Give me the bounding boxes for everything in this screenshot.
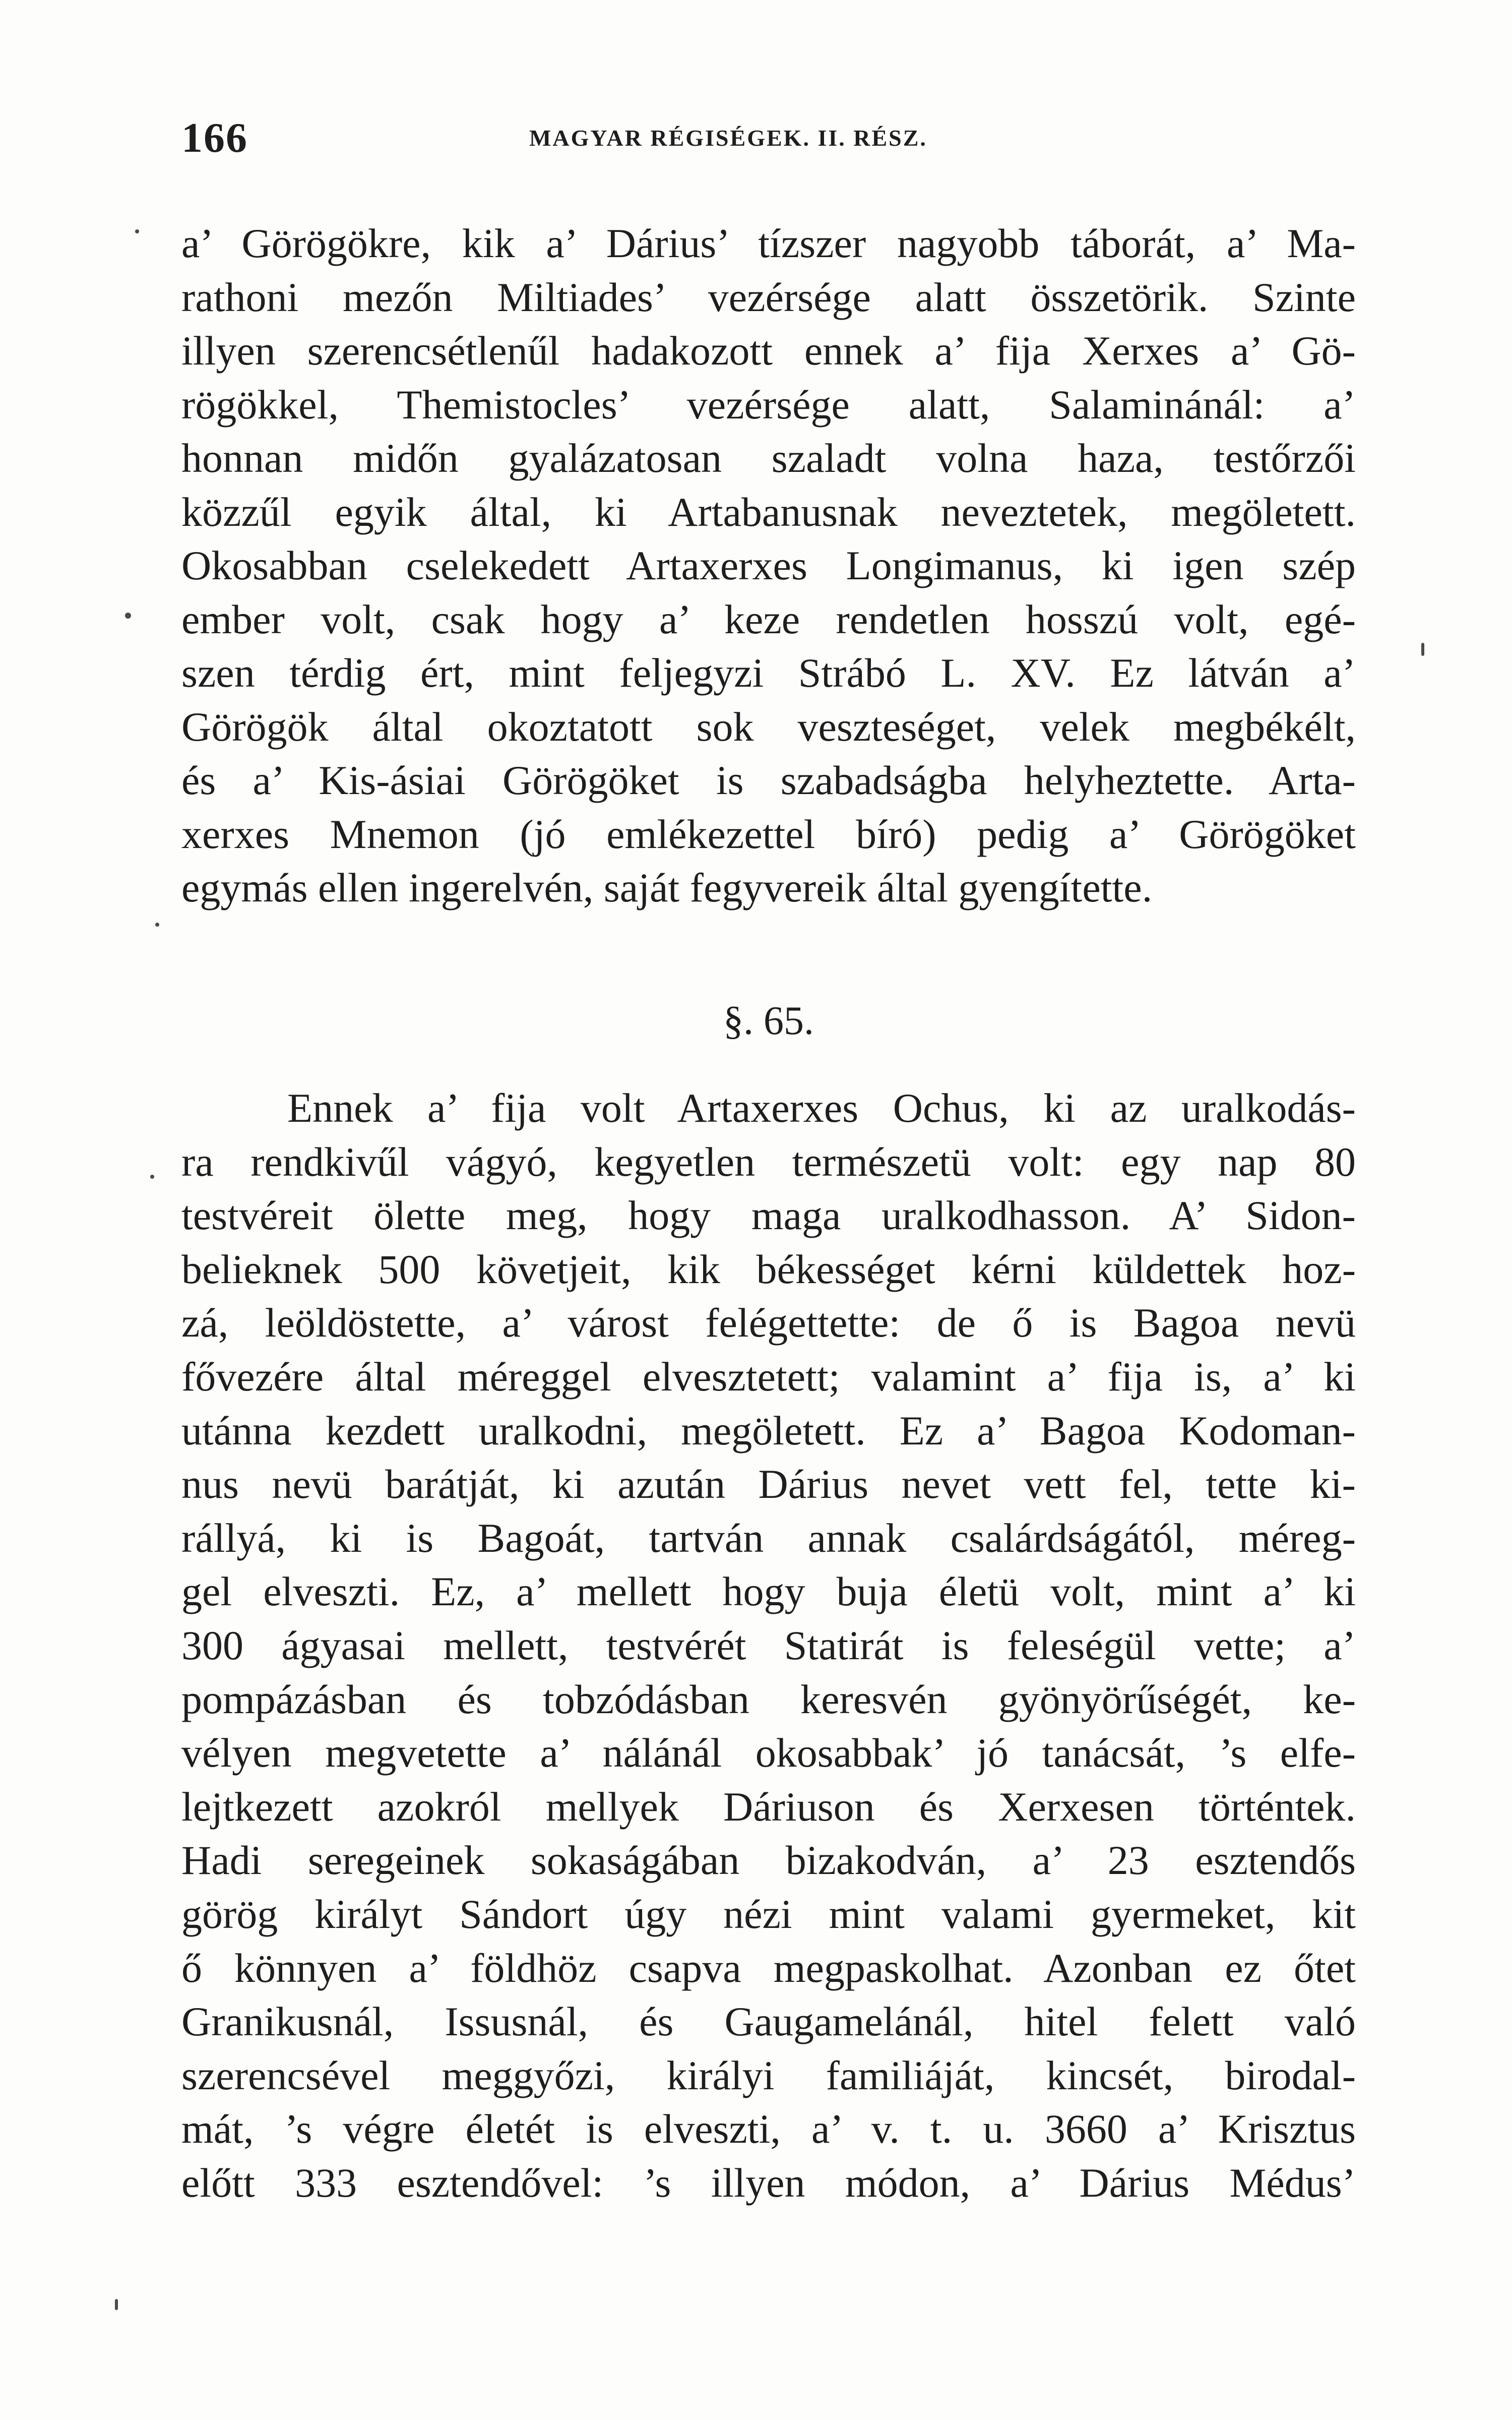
text-line: utánna kezdett uralkodni, megöletett. Ez a’ Bagoa Kodoman- <box>181 1407 1356 1454</box>
section-heading: §. 65. <box>723 999 814 1043</box>
text-line: vélyen megvetette a’ nálánál okosabbak’ jó tanácsát, ’s elfe- <box>181 1730 1356 1776</box>
running-head: MAGYAR RÉGISÉGEK. II. RÉSZ. <box>529 125 927 151</box>
text-line: rathoni mezőn Miltiades’ vezérsége alatt összetörik. Szinte <box>181 274 1356 320</box>
text-line: mát, ’s végre életét is elveszti, a’ v. t. u. 3660 a’ Krisztus <box>181 2106 1356 2152</box>
text-line: lejtkezett azokról mellyek Dáriuson és Xerxesen történtek. <box>181 1783 1356 1830</box>
margin-speck <box>1421 643 1424 656</box>
text-line: görög királyt Sándort úgy nézi mint valami gyermeket, kit <box>181 1891 1356 1937</box>
paragraph-1 <box>181 217 1356 915</box>
text-line: xerxes Mnemon (jó emlékezettel bíró) pedig a’ Görögöket <box>181 811 1356 857</box>
text-line: ra rendkivűl vágyó, kegyetlen természetü volt: egy nap 80 <box>181 1138 1356 1185</box>
margin-speck <box>155 923 159 927</box>
margin-speck <box>125 613 131 619</box>
text-line: közzűl egyik által, ki Artabanusnak neveztetek, megöletett. <box>181 489 1356 535</box>
text-line: Görögök által okoztatott sok veszteséget, velek megbékélt, <box>181 703 1356 750</box>
text-line: nus nevü barátját, ki azután Dárius nevet vett fel, tette ki- <box>181 1461 1356 1507</box>
text-line: 300 ágyasai mellett, testvérét Statirát is feleségül vette; a’ <box>181 1622 1356 1668</box>
page-header <box>181 113 1356 169</box>
text-line: fővezére által méreggel elvesztetett; valamint a’ fija is, a’ ki <box>181 1353 1356 1400</box>
text-line: honnan midőn gyalázatosan szaladt volna haza, testőrzői <box>181 435 1356 481</box>
text-line: Granikusnál, Issusnál, és Gaugamelánál, hitel felett való <box>181 1999 1356 2045</box>
text-line: a’ Görögökre, kik a’ Dárius’ tízszer nagyobb táborát, a’ Ma- <box>181 220 1356 266</box>
text-line: illyen szerencsétlenűl hadakozott ennek a’ fija Xerxes a’ Gö- <box>181 328 1356 374</box>
text-line: testvéreit ölette meg, hogy maga uralkodhasson. A’ Sidon- <box>181 1192 1356 1239</box>
margin-speck <box>150 1175 154 1179</box>
text-line: belieknek 500 követjeit, kik békességet kérni küldettek hoz- <box>181 1246 1356 1292</box>
margin-speck <box>135 229 139 233</box>
text-line: szen térdig ért, mint feljegyzi Strábó L. XV. Ez látván a’ <box>181 650 1356 696</box>
text-line: pompázásban és tobzódásban keresvén gyönyörűségét, ke- <box>181 1676 1356 1722</box>
text-line: előtt 333 esztendővel: ’s illyen módon, a’ Dárius Médus’ <box>181 2159 1356 2206</box>
text-line: szerencsével meggyőzi, királyi familiáját, kincsét, birodal- <box>181 2052 1356 2098</box>
text-line: rállyá, ki is Bagoát, tartván annak csalárdságától, méreg- <box>181 1515 1356 1561</box>
paragraph-2 <box>181 1081 1356 2210</box>
page-number: 166 <box>181 114 248 161</box>
text-line: ember volt, csak hogy a’ keze rendetlen hosszú volt, egé- <box>181 596 1356 642</box>
text-line: zá, leöldöstette, a’ várost felégettette: de ő is Bagoa nevü <box>181 1300 1356 1346</box>
text-line: ő könnyen a’ földhöz csapva megpaskolhat. Azonban ez őtet <box>181 1945 1356 1991</box>
text-line: Ennek a’ fija volt Artaxerxes Ochus, ki az uralkodás- <box>287 1085 1356 1131</box>
text-line: és a’ Kis-ásiai Görögöket is szabadságba helyheztette. Arta- <box>181 757 1356 803</box>
text-line: gel elveszti. Ez, a’ mellett hogy buja életü volt, mint a’ ki <box>181 1568 1356 1615</box>
margin-speck <box>115 2299 118 2310</box>
text-line: Hadi seregeinek sokaságában bizakodván, a’ 23 esztendős <box>181 1837 1356 1884</box>
text-line: egymás ellen ingerelvén, saját fegyvereik által gyengítette. <box>181 865 1153 911</box>
text-line: Okosabban cselekedett Artaxerxes Longimanus, ki igen szép <box>181 542 1356 588</box>
text-line: rögökkel, Themistocles’ vezérsége alatt, Salaminánál: a’ <box>181 381 1356 428</box>
